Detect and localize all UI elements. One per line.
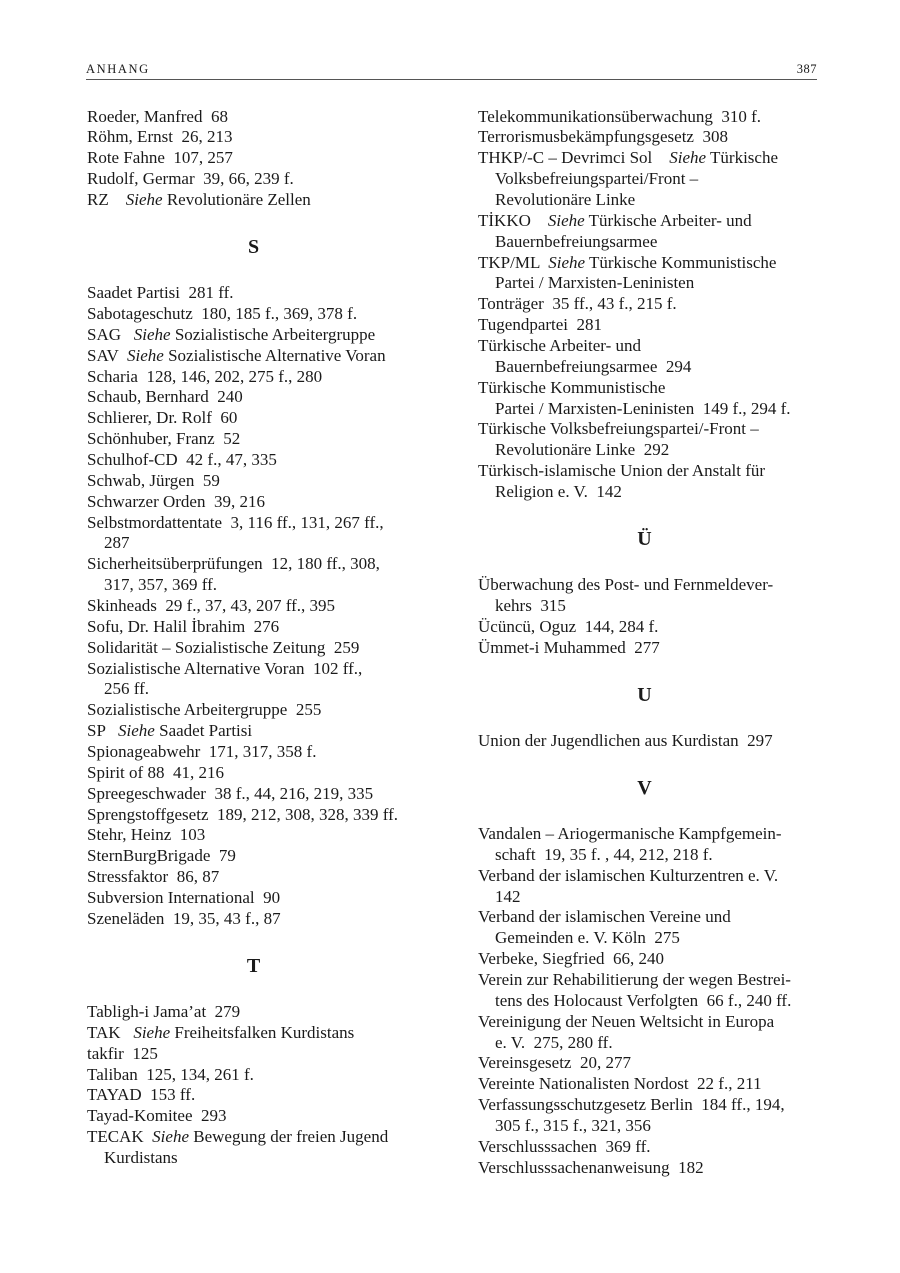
index-entry	[87, 169, 432, 190]
index-entry	[87, 554, 432, 596]
index-entry	[478, 824, 823, 866]
entry-line	[87, 367, 432, 388]
entry-continuation	[87, 533, 432, 554]
entry-line	[87, 888, 432, 909]
index-entry	[478, 127, 823, 148]
letter-heading: V	[637, 776, 652, 799]
entry-line	[87, 1106, 432, 1127]
entry-text: kehrs 315	[495, 595, 566, 615]
index-entry	[87, 1023, 432, 1044]
entry-text: Tayad-Komitee 293	[87, 1106, 227, 1126]
entry-text: Ümmet-i Muhammed 277	[478, 637, 660, 657]
index-entry	[478, 253, 823, 295]
index-entry	[87, 867, 432, 888]
entry-line	[87, 617, 432, 638]
entry-text: Kurdistans	[104, 1148, 178, 1168]
entry-text: Spreegeschwader 38 f., 44, 216, 219, 335	[87, 783, 374, 803]
entry-line	[87, 867, 432, 888]
entry-text: Tugendpartei 281	[478, 315, 603, 335]
entry-text: Vereinte Nationalisten Nordost 22 f., 211	[478, 1074, 762, 1094]
entry-line	[478, 294, 823, 315]
see-reference-label: Siehe	[127, 345, 164, 365]
entry-line	[478, 336, 823, 357]
entry-text: Taliban 125, 134, 261 f.	[87, 1064, 254, 1084]
entry-line	[87, 1002, 432, 1023]
index-entry	[87, 408, 432, 429]
entry-line	[87, 784, 432, 805]
entry-line	[87, 909, 432, 930]
see-reference-label: Siehe	[669, 148, 707, 168]
entry-line	[87, 638, 432, 659]
entry-text: Türkische Kommunistische	[478, 377, 666, 397]
entry-text: Vereinsgesetz 20, 277	[478, 1053, 631, 1073]
index-entry	[478, 731, 823, 752]
entry-text: SAG	[87, 324, 134, 344]
entry-line	[478, 731, 823, 752]
entry-continuation	[478, 169, 823, 190]
index-entry	[87, 304, 432, 325]
entry-text: Union der Jugendlichen aus Kurdistan 297	[478, 730, 773, 750]
index-entry	[478, 907, 823, 949]
entry-continuation	[478, 190, 823, 211]
see-reference-label: Siehe	[133, 1022, 171, 1042]
running-header	[86, 62, 817, 80]
entry-text: Verfassungsschutzgesetz Berlin 184 ff., 194,	[478, 1095, 785, 1115]
entry-line	[478, 419, 823, 440]
index-entry	[87, 367, 432, 388]
entry-text: Schulhof-CD 42 f., 47, 335	[87, 449, 277, 469]
entry-text: Verein zur Rehabilitierung der wegen Bestrei-	[478, 970, 791, 990]
entry-text: Partei / Marxisten-Leninisten	[495, 273, 695, 293]
index-entry	[478, 1095, 823, 1137]
entry-line	[478, 211, 823, 232]
entry-text: SternBurgBrigade 79	[87, 846, 236, 866]
entry-text: Stehr, Heinz 103	[87, 825, 206, 845]
entry-text: schaft 19, 35 f. , 44, 212, 218 f.	[495, 844, 713, 864]
entry-line	[478, 575, 823, 596]
index-column-left	[87, 107, 432, 1169]
index-entry	[478, 461, 823, 503]
index-entry	[87, 596, 432, 617]
entry-line	[87, 429, 432, 450]
see-reference-target: Türkische Kommunistische	[585, 252, 777, 272]
entry-continuation	[478, 357, 823, 378]
entry-continuation	[478, 845, 823, 866]
entry-line	[478, 949, 823, 970]
letter-heading: U	[637, 683, 652, 706]
see-reference-target: Türkische	[706, 148, 778, 168]
entry-continuation	[478, 273, 823, 294]
entry-text: Stressfaktor 86, 87	[87, 867, 220, 887]
entry-line	[87, 596, 432, 617]
entry-line	[478, 148, 823, 169]
entry-text: 317, 357, 369 ff.	[104, 575, 218, 595]
entry-text: Verschlusssachenanweisung 182	[478, 1157, 704, 1177]
index-entry	[87, 283, 432, 304]
see-reference-target: Türkische Arbeiter- und	[584, 210, 752, 230]
entry-text: Verband der islamischen Kulturzentren e. V.	[478, 865, 779, 885]
index-entry	[87, 513, 432, 555]
entry-continuation	[478, 440, 823, 461]
entry-line	[478, 1137, 823, 1158]
see-reference-label: Siehe	[133, 324, 171, 344]
see-reference-target: Freiheitsfalken Kurdistans	[170, 1022, 355, 1042]
index-entry	[87, 1085, 432, 1106]
entry-line	[478, 107, 823, 128]
entry-text: Volksbefreiungspartei/Front –	[495, 169, 699, 189]
letter-heading: S	[247, 235, 260, 258]
entry-line	[87, 1044, 432, 1065]
entry-text: Spionageabwehr 171, 317, 358 f.	[87, 742, 317, 761]
entry-text: takfir 125	[87, 1043, 158, 1063]
entry-line	[87, 1085, 432, 1106]
entry-line	[478, 253, 823, 274]
entry-text: Gemeinden e. V. Köln 275	[495, 928, 680, 948]
index-entry	[87, 638, 432, 659]
index-entry	[87, 346, 432, 367]
entry-text: Schlierer, Dr. Rolf 60	[87, 408, 238, 428]
entry-text: Tonträger 35 ff., 43 f., 215 f.	[478, 294, 677, 314]
entry-text: Revolutionäre Linke 292	[495, 440, 670, 460]
entry-line	[87, 107, 432, 128]
entry-text: Verband der islamischen Vereine und	[478, 907, 731, 927]
entry-line	[478, 1012, 823, 1033]
entry-text: Szeneläden 19, 35, 43 f., 87	[87, 908, 281, 928]
index-entry	[87, 742, 432, 763]
index-entry	[87, 127, 432, 148]
index-entry	[478, 949, 823, 970]
entry-line	[478, 1158, 823, 1179]
entry-text: Schaub, Bernhard 240	[87, 387, 243, 407]
index-entry	[478, 107, 823, 128]
entry-line	[87, 471, 432, 492]
entry-line	[478, 866, 823, 887]
index-entry	[87, 659, 432, 701]
entry-line	[478, 1053, 823, 1074]
entry-text: TKP/ML	[478, 252, 549, 272]
entry-line	[87, 1127, 432, 1148]
entry-line	[87, 763, 432, 784]
index-entry	[478, 1012, 823, 1054]
entry-text: Scharia 128, 146, 202, 275 f., 280	[87, 366, 323, 386]
entry-line	[478, 970, 823, 991]
index-entry	[87, 825, 432, 846]
entry-text: Röhm, Ernst 26, 213	[87, 127, 233, 147]
entry-text: Rudolf, Germar 39, 66, 239 f.	[87, 169, 294, 189]
index-entry	[478, 1053, 823, 1074]
entry-text: Telekommunikationsüberwachung 310 f.	[478, 106, 762, 126]
entry-continuation	[478, 1116, 823, 1137]
entry-line	[87, 283, 432, 304]
entry-text: Solidarität – Sozialistische Zeitung 259	[87, 637, 360, 657]
entry-text: e. V. 275, 280 ff.	[495, 1032, 613, 1052]
index-entry	[478, 1074, 823, 1095]
index-entry	[478, 315, 823, 336]
index-entry	[87, 190, 432, 211]
see-reference-label: Siehe	[548, 252, 586, 272]
section-title: ANHANG	[86, 62, 150, 76]
index-entry	[478, 148, 823, 211]
entry-line	[87, 825, 432, 846]
index-entry	[87, 909, 432, 930]
index-entry	[478, 638, 823, 659]
entry-text: 256 ff.	[104, 679, 150, 699]
entry-text: Terrorismusbekämpfungsgesetz 308	[478, 127, 728, 147]
index-entry	[87, 471, 432, 492]
entry-text: Revolutionäre Linke	[495, 189, 636, 209]
index-entry	[478, 866, 823, 908]
entry-text: 305 f., 315 f., 321, 356	[495, 1116, 651, 1136]
index-column-right	[478, 107, 823, 1179]
entry-text: TAK	[87, 1022, 134, 1042]
index-entry	[87, 148, 432, 169]
entry-continuation	[478, 1033, 823, 1054]
entry-line	[478, 315, 823, 336]
letter-heading: T	[246, 954, 261, 977]
index-entry	[87, 1065, 432, 1086]
entry-text: Partei / Marxisten-Leninisten 149 f., 294 f.	[495, 398, 791, 418]
see-reference-label: Siehe	[152, 1127, 189, 1147]
entry-line	[87, 148, 432, 169]
entry-line	[87, 387, 432, 408]
entry-text: Schwab, Jürgen 59	[87, 470, 220, 490]
see-reference-label: Siehe	[118, 721, 155, 741]
entry-text: Verschlusssachen 369 ff.	[478, 1136, 651, 1156]
index-entry	[87, 700, 432, 721]
index-entry	[87, 107, 432, 128]
index-entry	[87, 721, 432, 742]
entry-text: Ücüncü, Oguz 144, 284 f.	[478, 616, 659, 636]
index-entry	[87, 450, 432, 471]
index-entry	[87, 492, 432, 513]
entry-line	[87, 346, 432, 367]
entry-text: Türkische Volksbefreiungspartei/-Front –	[478, 419, 759, 439]
entry-continuation	[478, 482, 823, 503]
entry-line	[87, 450, 432, 471]
entry-text: Verbeke, Siegfried 66, 240	[478, 949, 665, 969]
entry-text: Sofu, Dr. Halil İbrahim 276	[87, 616, 280, 636]
index-entry	[87, 846, 432, 867]
entry-text: Vereinigung der Neuen Weltsicht in Europa	[478, 1011, 775, 1031]
entry-text: Schwarzer Orden 39, 216	[87, 491, 265, 511]
see-reference-target: Bewegung der freien Jugend	[189, 1127, 389, 1147]
see-reference-target: Saadet Partisi	[154, 721, 253, 741]
entry-continuation	[478, 928, 823, 949]
entry-continuation	[478, 232, 823, 253]
entry-line	[87, 1023, 432, 1044]
entry-line	[87, 304, 432, 325]
entry-line	[478, 824, 823, 845]
entry-line	[87, 492, 432, 513]
entry-line	[478, 1074, 823, 1095]
entry-text: 287	[104, 533, 130, 553]
entry-line	[87, 846, 432, 867]
entry-line	[478, 907, 823, 928]
entry-line	[87, 805, 432, 826]
entry-continuation	[478, 399, 823, 420]
entry-text: TECAK	[87, 1127, 153, 1147]
entry-continuation	[87, 1148, 432, 1169]
entry-line	[478, 127, 823, 148]
index-entry	[87, 429, 432, 450]
entry-text: Religion e. V. 142	[495, 481, 622, 501]
index-entry	[478, 575, 823, 617]
entry-text: SAV	[87, 345, 128, 365]
index-entry	[87, 1002, 432, 1023]
entry-text: tens des Holocaust Verfolgten 66 f., 240 ff.	[495, 990, 792, 1010]
index-entry	[478, 419, 823, 461]
entry-line	[87, 721, 432, 742]
entry-text: Türkisch-islamische Union der Anstalt für	[478, 461, 766, 481]
entry-text: Saadet Partisi 281 ff.	[87, 283, 234, 303]
entry-text: Tabligh-i Jama’at 279	[87, 1002, 241, 1022]
entry-line	[87, 554, 432, 575]
entry-continuation	[87, 575, 432, 596]
entry-line	[87, 169, 432, 190]
index-entry	[478, 211, 823, 253]
entry-line	[87, 408, 432, 429]
entry-line	[87, 700, 432, 721]
entry-line	[478, 461, 823, 482]
entry-continuation	[478, 887, 823, 908]
entry-line	[478, 378, 823, 399]
index-entry	[87, 617, 432, 638]
entry-text: TİKKO	[478, 210, 548, 230]
entry-text: Sprengstoffgesetz 189, 212, 308, 328, 339 ff.	[87, 804, 399, 824]
entry-line	[478, 1095, 823, 1116]
see-reference-target: Revolutionäre Zellen	[162, 189, 311, 209]
index-entry	[87, 784, 432, 805]
index-entry	[478, 617, 823, 638]
entry-text: SP	[87, 721, 119, 741]
entry-line	[87, 659, 432, 680]
index-entry	[478, 294, 823, 315]
entry-line	[478, 617, 823, 638]
index-entry	[478, 1137, 823, 1158]
entry-text: THKP/-C – Devrimci Sol	[478, 148, 670, 168]
entry-text: Bauernbefreiungsarmee 294	[495, 356, 692, 376]
index-entry	[478, 1158, 823, 1179]
entry-text: Vandalen – Ariogermanische Kampfgemein-	[478, 824, 782, 844]
index-entry	[87, 888, 432, 909]
entry-text: Sabotageschutz 180, 185 f., 369, 378 f.	[87, 303, 358, 323]
entry-text: Subversion International 90	[87, 888, 281, 908]
index-entry	[478, 378, 823, 420]
index-entry	[478, 336, 823, 378]
entry-text: Spirit of 88 41, 216	[87, 762, 224, 782]
entry-text: Türkische Arbeiter- und	[478, 335, 641, 355]
entry-text: TAYAD 153 ff.	[87, 1085, 196, 1105]
index-entry	[87, 1127, 432, 1169]
index-entry	[87, 763, 432, 784]
entry-line	[87, 190, 432, 211]
entry-text: Sozialistische Arbeitergruppe 255	[87, 700, 322, 720]
index-entry	[87, 325, 432, 346]
entry-line	[87, 513, 432, 534]
entry-continuation	[478, 991, 823, 1012]
index-entry	[87, 1044, 432, 1065]
see-reference-label: Siehe	[547, 210, 585, 230]
index-entry	[87, 805, 432, 826]
entry-text: Schönhuber, Franz 52	[87, 429, 241, 449]
entry-line	[87, 325, 432, 346]
see-reference-label: Siehe	[125, 189, 163, 209]
see-reference-target: Sozialistische Arbeitergruppe	[170, 324, 376, 344]
entry-text: Skinheads 29 f., 37, 43, 207 ff., 395	[87, 595, 336, 615]
entry-line	[87, 1065, 432, 1086]
entry-text: Überwachung des Post- und Fernmeldever-	[478, 575, 774, 595]
entry-text: Roeder, Manfred 68	[87, 106, 228, 126]
page-number: 387	[796, 62, 817, 76]
entry-continuation	[478, 596, 823, 617]
see-reference-target: Sozialistische Alternative Voran	[163, 345, 386, 365]
entry-text: Sicherheitsüberprüfungen 12, 180 ff., 308,	[87, 554, 380, 574]
entry-text: Sozialistische Alternative Voran 102 ff.,	[87, 658, 363, 678]
entry-text: RZ	[87, 189, 126, 209]
entry-line	[87, 742, 432, 763]
entry-text: 142	[495, 886, 521, 906]
entry-line	[87, 127, 432, 148]
entry-text: Selbstmordattentate 3, 116 ff., 131, 267 ff.,	[87, 512, 384, 532]
index-entry	[478, 970, 823, 1012]
entry-continuation	[87, 679, 432, 700]
index-entry	[87, 1106, 432, 1127]
entry-line	[478, 638, 823, 659]
index-entry	[87, 387, 432, 408]
entry-text: Bauernbefreiungsarmee	[495, 231, 658, 251]
letter-heading: Ü	[637, 527, 652, 550]
entry-text: Rote Fahne 107, 257	[87, 148, 233, 168]
